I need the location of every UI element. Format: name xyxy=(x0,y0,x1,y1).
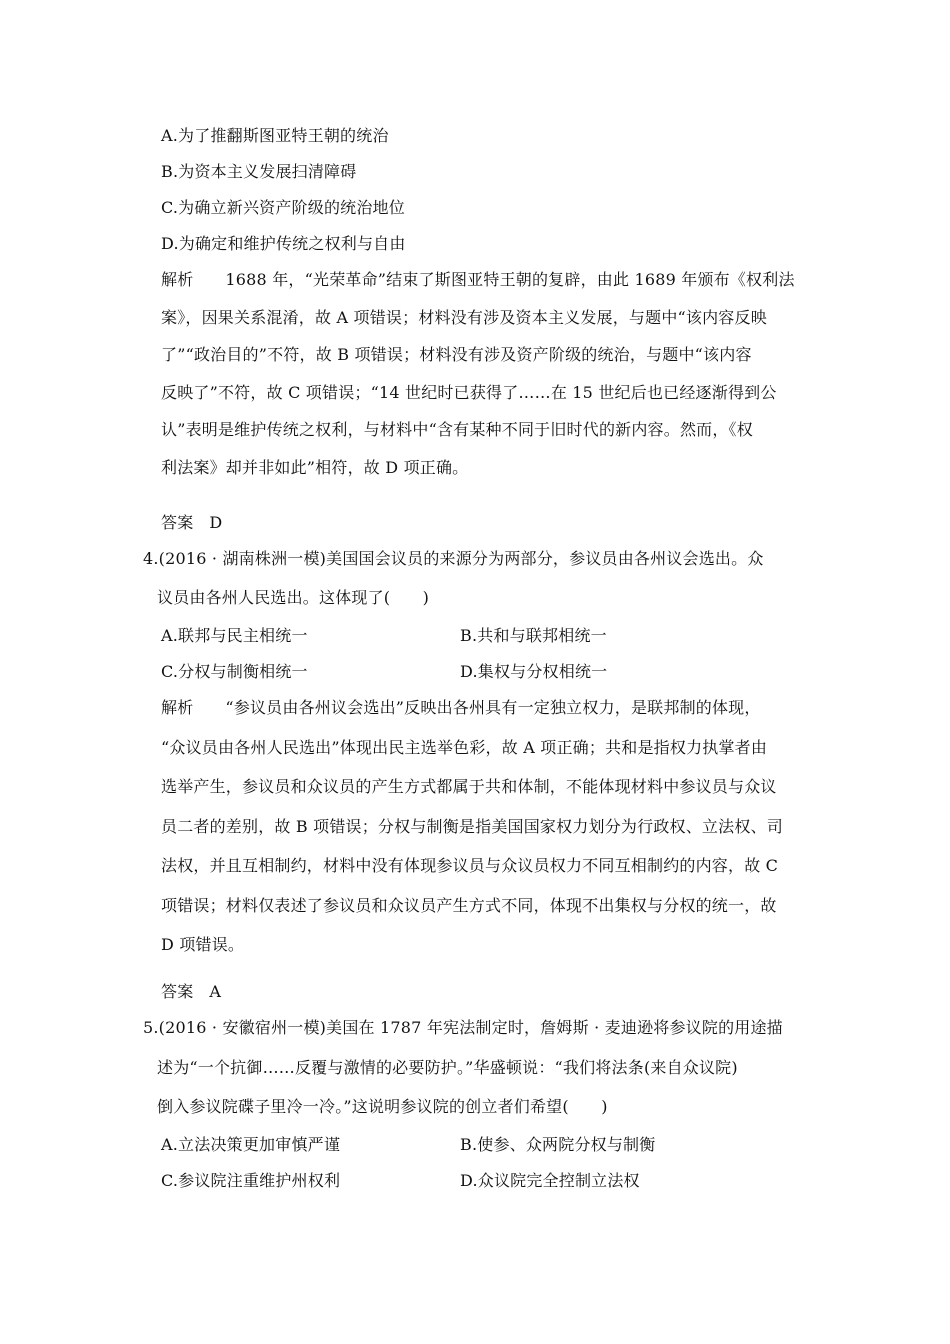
q4-option-c: C.分权与制衡相统一 xyxy=(161,662,308,681)
q4-option-d: D.集权与分权相统一 xyxy=(460,662,608,681)
q3-option-b: B.为资本主义发展扫清障碍 xyxy=(161,162,357,181)
q3-option-d: D.为确定和维护传统之权利与自由 xyxy=(161,234,406,253)
q4-analysis-line-4: 员二者的差别，故 B 项错误；分权与制衡是指美国国家权力划分为行政权、立法权、司 xyxy=(161,817,783,836)
analysis-text: 1688 年，“光荣革命”结束了斯图亚特王朝的复辟，由此 1689 年颁布《权利法 xyxy=(225,270,795,289)
q5-option-b: B.使参、众两院分权与制衡 xyxy=(460,1135,656,1154)
analysis-label: 解析 xyxy=(161,270,194,289)
q4-analysis-line-1 xyxy=(161,698,761,718)
q4-stem-line-2: 议员由各州人民选出。这体现了( ) xyxy=(157,588,430,607)
q5-stem-line-1: 5.(2016 · 安徽宿州一模)美国在 1787 年宪法制定时，詹姆斯 · 麦迪逊将参议院的用途描 xyxy=(143,1018,783,1037)
q3-analysis-line-1 xyxy=(161,270,795,290)
answer-value: A xyxy=(209,982,222,1001)
q5-option-a: A.立法决策更加审慎严谨 xyxy=(161,1135,341,1154)
q3-analysis-line-5: 认”表明是维护传统之权利，与材料中“含有某种不同于旧时代的新内容。然而，《权 xyxy=(161,420,753,439)
q5-option-c: C.参议院注重维护州权利 xyxy=(161,1171,341,1190)
q4-analysis-line-2: “众议员由各州人民选出”体现出民主选举色彩，故 A 项正确；共和是指权力执掌者由 xyxy=(161,738,768,757)
q4-option-a: A.联邦与民主相统一 xyxy=(161,626,308,645)
analysis-label: 解析 xyxy=(161,698,194,717)
q4-option-b: B.共和与联邦相统一 xyxy=(460,626,607,645)
q3-option-c: C.为确立新兴资产阶级的统治地位 xyxy=(161,198,405,217)
q3-analysis-line-3: 了”“政治目的”不符，故 B 项错误；材料没有涉及资产阶级的统治，与题中“该内容 xyxy=(161,345,752,364)
q4-analysis-line-5: 法权，并且互相制约，材料中没有体现参议员与众议员权力不同互相制约的内容，故 C xyxy=(161,856,779,875)
q4-analysis-line-6: 项错误；材料仅表述了参议员和众议员产生方式不同，体现不出集权与分权的统一，故 xyxy=(161,896,777,915)
analysis-text: “参议员由各州议会选出”反映出各州具有一定独立权力，是联邦制的体现， xyxy=(225,698,761,717)
answer-label: 答案 xyxy=(161,513,194,532)
q3-answer xyxy=(161,513,222,533)
q5-stem-line-3: 倒入参议院碟子里冷一冷。”这说明参议院的创立者们希望( ) xyxy=(157,1097,608,1116)
q5-option-d: D.众议院完全控制立法权 xyxy=(460,1171,640,1190)
q4-analysis-line-7: D 项错误。 xyxy=(161,935,245,954)
q3-analysis-line-6: 利法案》却并非如此”相符，故 D 项正确。 xyxy=(161,458,469,477)
answer-label: 答案 xyxy=(161,982,194,1001)
q4-stem-line-1: 4.(2016 · 湖南株洲一模)美国国会议员的来源分为两部分，参议员由各州议会选出。众 xyxy=(143,549,764,568)
q3-analysis-line-2: 案》，因果关系混淆，故 A 项错误；材料没有涉及资本主义发展，与题中“该内容反映 xyxy=(161,308,767,327)
q4-analysis-line-3: 选举产生，参议员和众议员的产生方式都属于共和体制，不能体现材料中参议员与众议 xyxy=(161,777,777,796)
q3-analysis-line-4: 反映了”不符，故 C 项错误；“14 世纪时已获得了……在 15 世纪后也已经逐渐得到公 xyxy=(161,383,777,402)
answer-value: D xyxy=(209,513,223,532)
q3-option-a: A.为了推翻斯图亚特王朝的统治 xyxy=(161,126,389,145)
q4-answer xyxy=(161,982,221,1002)
q5-stem-line-2: 述为“一个抗御……反覆与激情的必要防护。”华盛顿说：“我们将法条(来自众议院) xyxy=(157,1058,738,1077)
